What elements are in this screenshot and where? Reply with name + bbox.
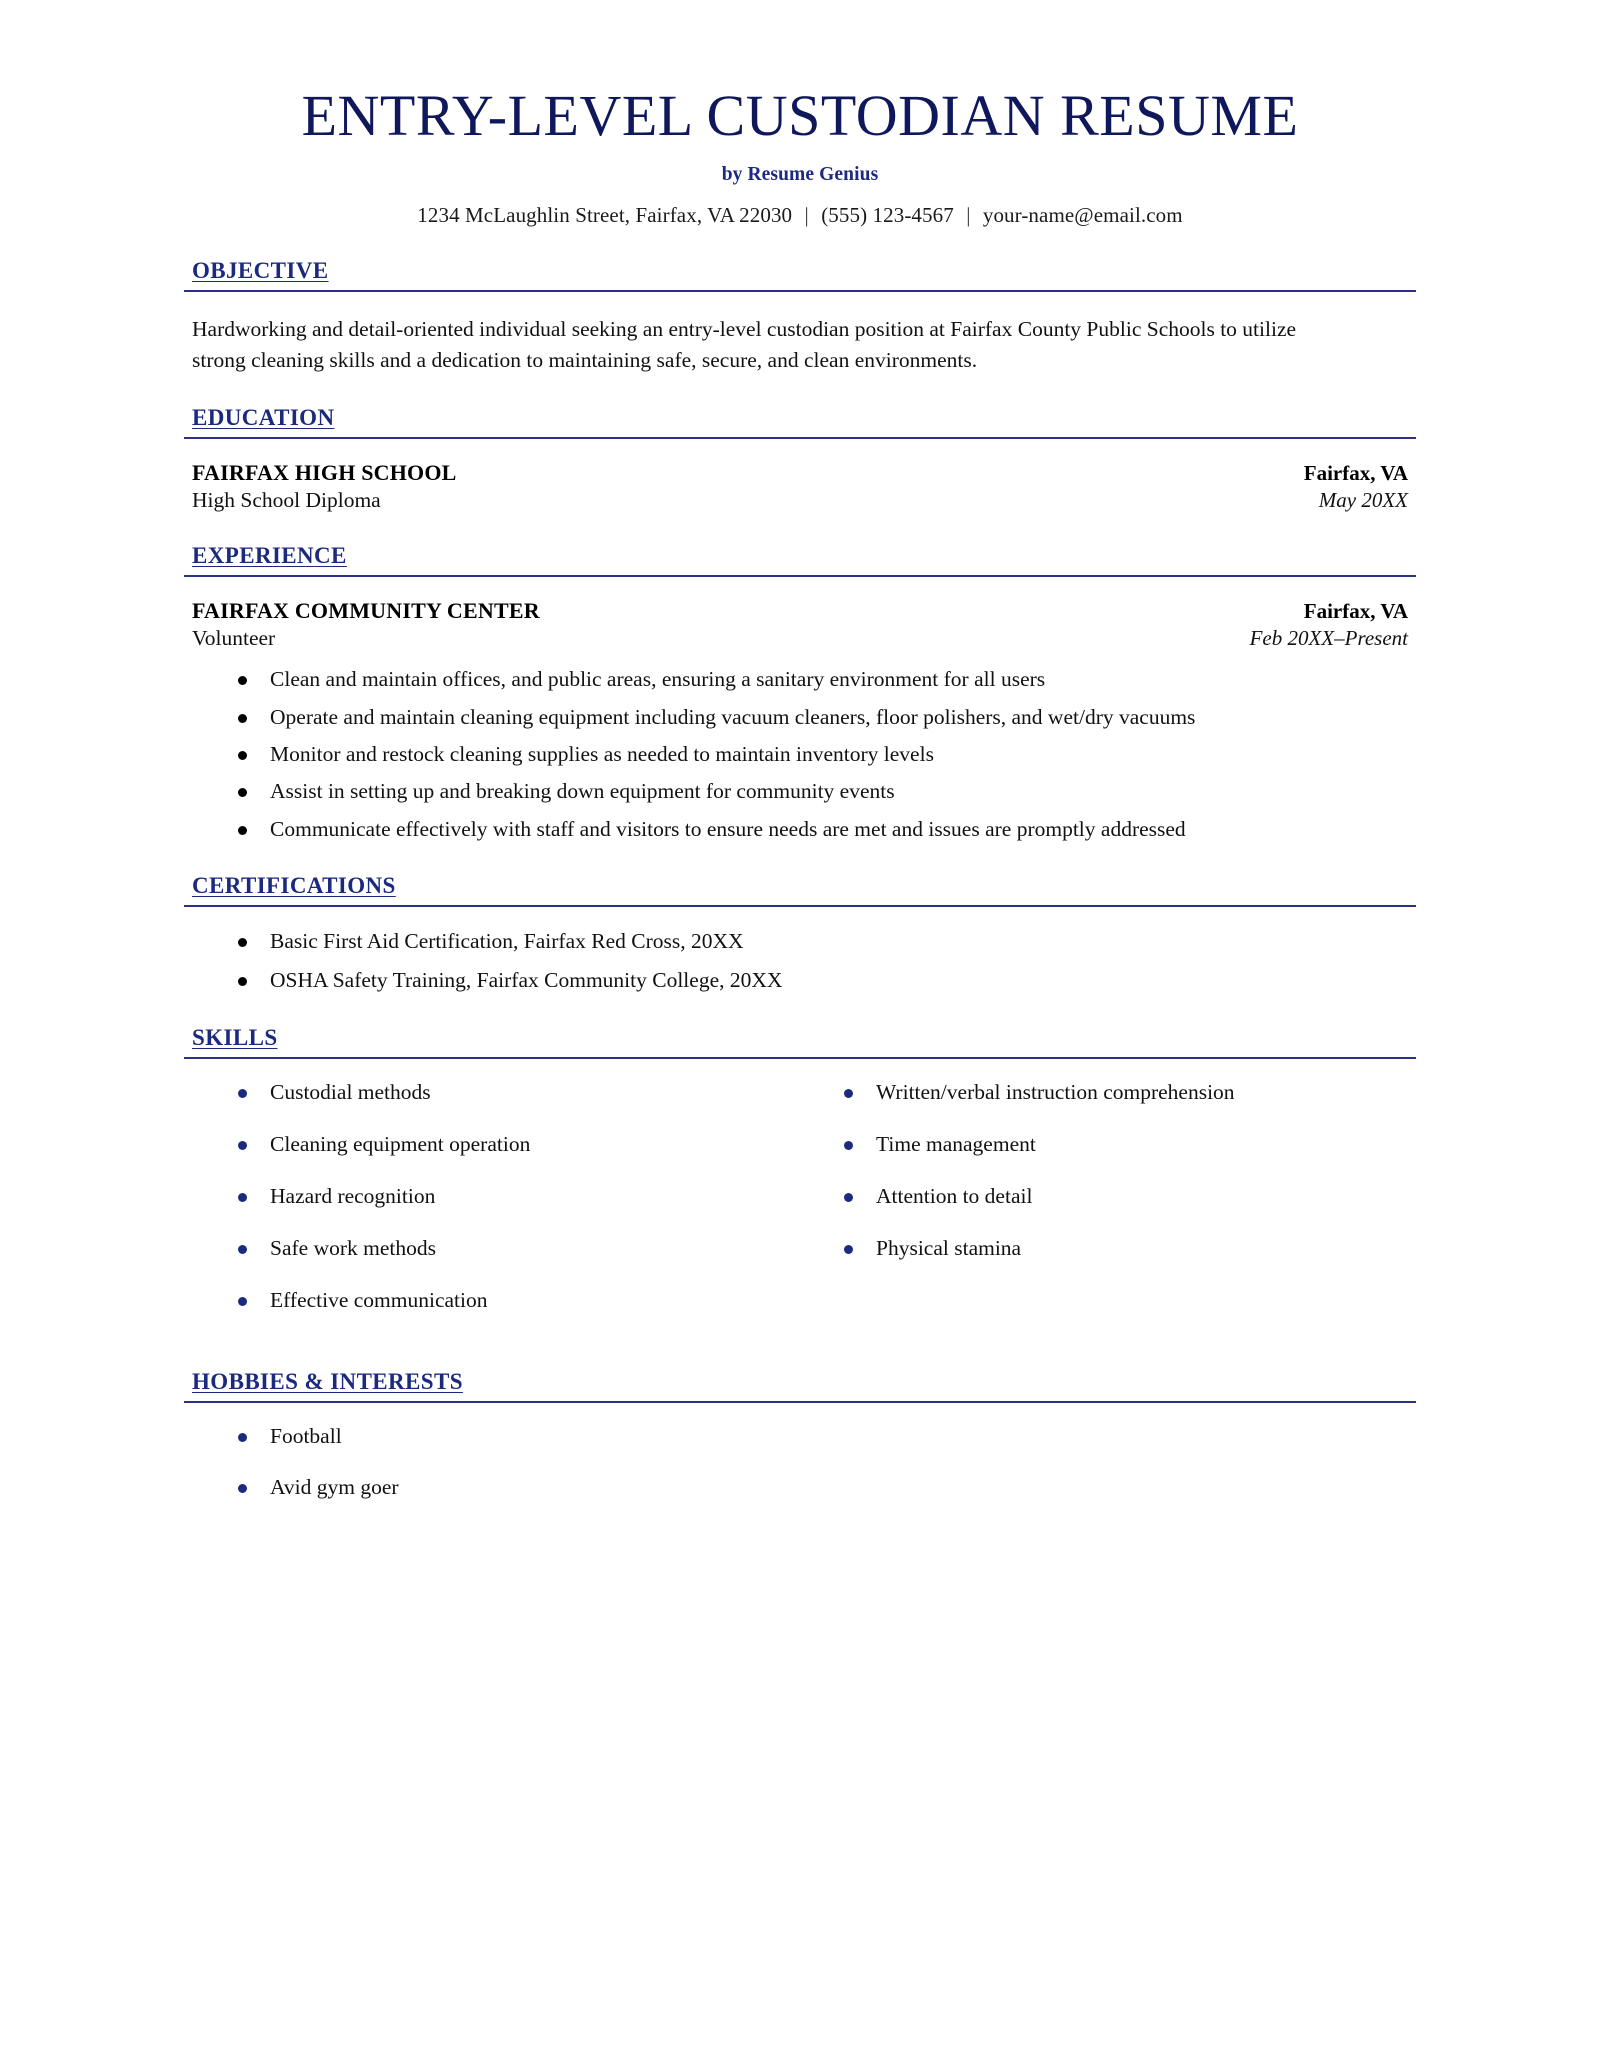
skills-column-left <box>236 1079 802 1339</box>
list-item: Clean and maintain offices, and public areas, ensuring a sanitary environment for all users <box>236 665 1408 693</box>
section-divider <box>184 290 1416 292</box>
certifications-body <box>184 927 1416 995</box>
list-item: Communicate effectively with staff and visitors to ensure needs are met and issues are promptly addressed <box>236 815 1408 843</box>
section-divider <box>184 1057 1416 1059</box>
contact-line <box>184 203 1416 228</box>
list-item: Safe work methods <box>236 1235 802 1263</box>
section-heading-education: EDUCATION <box>192 405 335 431</box>
hobbies-body <box>184 1423 1416 1503</box>
list-item: OSHA Safety Training, Fairfax Community College, 20XX <box>236 966 1408 994</box>
education-degree: High School Diploma <box>192 488 381 513</box>
section-heading-skills: SKILLS <box>192 1024 278 1050</box>
page-title: ENTRY-LEVEL CUSTODIAN RESUME <box>301 83 1299 148</box>
objective-body <box>184 314 1416 375</box>
section-heading-experience: EXPERIENCE <box>192 543 347 569</box>
contact-phone: (555) 123-4567 <box>821 203 954 228</box>
list-item: Avid gym goer <box>236 1474 1408 1502</box>
list-item: Monitor and restock cleaning supplies as needed to maintain inventory levels <box>236 740 1408 768</box>
experience-entry-row-top <box>192 598 1408 624</box>
education-dates: May 20XX <box>1318 488 1408 513</box>
skills-body <box>184 1079 1416 1339</box>
education-entry-row-top <box>192 460 1408 486</box>
section-heading-objective: OBJECTIVE <box>192 258 329 284</box>
section-objective <box>184 258 1416 375</box>
list-item: Assist in setting up and breaking down equipment for community events <box>236 777 1408 805</box>
section-skills <box>184 1025 1416 1339</box>
experience-entry-row-bottom <box>192 624 1408 651</box>
education-body <box>184 460 1416 513</box>
contact-separator-1: | <box>804 203 809 228</box>
objective-text: Hardworking and detail-oriented individual seeking an entry-level custodian position at Fairfax County Public Schools to utilize strong cleaning skills and a dedication to maintaining safe, secure, and clean environments. <box>192 317 1297 372</box>
list-item: Time management <box>842 1131 1408 1159</box>
certifications-list <box>192 927 1408 995</box>
education-location: Fairfax, VA <box>1303 461 1408 486</box>
section-heading-hobbies: HOBBIES & INTERESTS <box>192 1368 463 1394</box>
hobbies-list <box>192 1423 1408 1503</box>
list-item: Written/verbal instruction comprehension <box>842 1079 1408 1107</box>
section-education <box>184 405 1416 513</box>
list-item: Operate and maintain cleaning equipment including vacuum cleaners, floor polishers, and wet/dry vacuums <box>236 703 1408 731</box>
list-item: Basic First Aid Certification, Fairfax Red Cross, 20XX <box>236 927 1408 955</box>
list-item: Custodial methods <box>236 1079 802 1107</box>
experience-role: Volunteer <box>192 626 276 651</box>
section-divider <box>184 1401 1416 1403</box>
section-hobbies <box>184 1369 1416 1503</box>
resume-page <box>184 0 1416 1586</box>
experience-entry <box>192 598 1408 843</box>
byline: by Resume Genius <box>721 164 879 186</box>
section-divider <box>184 905 1416 907</box>
contact-address: 1234 McLaughlin Street, Fairfax, VA 22030 <box>417 203 793 228</box>
section-certifications <box>184 873 1416 995</box>
education-entry-row-bottom <box>192 486 1408 513</box>
experience-organization: FAIRFAX COMMUNITY CENTER <box>192 598 540 624</box>
list-item: Attention to detail <box>842 1183 1408 1211</box>
contact-separator-2: | <box>966 203 971 228</box>
experience-body <box>184 598 1416 843</box>
list-item: Cleaning equipment operation <box>236 1131 802 1159</box>
list-item: Physical stamina <box>842 1235 1408 1263</box>
section-experience <box>184 543 1416 843</box>
education-organization: FAIRFAX HIGH SCHOOL <box>192 460 457 486</box>
education-entry <box>192 460 1408 513</box>
section-heading-certifications: CERTIFICATIONS <box>192 873 396 899</box>
skills-column-right <box>842 1079 1408 1339</box>
section-divider <box>184 437 1416 439</box>
skills-grid <box>192 1079 1408 1339</box>
experience-bullet-list <box>192 665 1408 843</box>
contact-email: your-name@email.com <box>982 203 1183 228</box>
list-item: Hazard recognition <box>236 1183 802 1211</box>
list-item: Effective communication <box>236 1287 802 1315</box>
list-item: Football <box>236 1423 1408 1451</box>
resume-header <box>184 0 1416 228</box>
experience-dates: Feb 20XX–Present <box>1249 626 1408 651</box>
experience-location: Fairfax, VA <box>1303 599 1408 624</box>
section-divider <box>184 575 1416 577</box>
